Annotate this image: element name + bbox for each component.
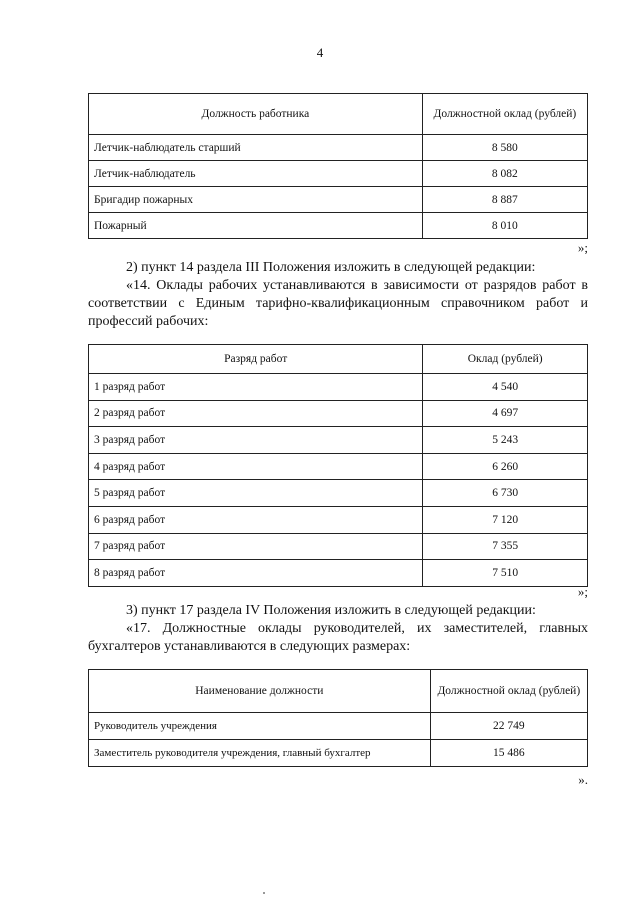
closing-quote-2: »;	[577, 584, 588, 599]
table-cell-salary: 6 730	[423, 480, 588, 507]
table-row	[89, 135, 588, 161]
table-row	[89, 400, 588, 427]
section-3-heading: 3) пункт 17 раздела IV Положения изложить в следующей редакции:	[126, 603, 536, 618]
table-cell-salary: 15 486	[430, 740, 587, 767]
table-row	[89, 453, 588, 480]
table-row	[89, 560, 588, 587]
table-cell-salary: 4 540	[423, 374, 588, 401]
section-2-text: «14. Оклады рабочих устанавливаются в зависимости от разрядов работ в соответствии с Единым тарифно-квалификационным справочником работ и профессий рабочих:	[88, 278, 588, 329]
table-cell-salary: 7 510	[423, 560, 588, 587]
closing-quote-1: »;	[577, 240, 588, 255]
section-2-heading: 2) пункт 14 раздела III Положения изложить в следующей редакции:	[126, 260, 536, 275]
table-header-row	[89, 94, 588, 135]
table-header-row	[89, 345, 588, 374]
scan-dot	[263, 892, 265, 894]
table-cell-grade: 5 разряд работ	[89, 480, 423, 507]
table-cell-salary: 7 355	[423, 533, 588, 560]
table-cell-salary: 7 120	[423, 506, 588, 533]
table-cell-position: Руководитель учреждения	[89, 713, 431, 740]
table-cell-position: Летчик-наблюдатель старший	[89, 135, 423, 161]
table-cell-grade: 2 разряд работ	[89, 400, 423, 427]
table-cell-position: Пожарный	[89, 213, 423, 239]
table-cell-salary: 8 887	[422, 187, 587, 213]
table-cell-position: Заместитель руководителя учреждения, главный бухгалтер	[89, 740, 431, 767]
table-cell-grade: 8 разряд работ	[89, 560, 423, 587]
table-row	[89, 713, 588, 740]
table-cell-salary: 8 580	[422, 135, 587, 161]
table-header-row	[89, 670, 588, 713]
table-row	[89, 740, 588, 767]
table-cell-salary: 6 260	[423, 453, 588, 480]
section-3-text: «17. Должностные оклады руководителей, их заместителей, главных бухгалтеров устанавливаются в следующих размерах:	[88, 621, 588, 654]
table-work-grades	[88, 344, 588, 587]
column-header-salary: Должностной оклад (рублей)	[430, 670, 587, 713]
table-cell-salary: 22 749	[430, 713, 587, 740]
table-cell-grade: 4 разряд работ	[89, 453, 423, 480]
table-cell-salary: 8 082	[422, 161, 587, 187]
table-row	[89, 480, 588, 507]
table-cell-grade: 3 разряд работ	[89, 427, 423, 454]
table-row	[89, 187, 588, 213]
table-managers-salaries	[88, 669, 588, 767]
table-cell-salary: 5 243	[423, 427, 588, 454]
table-row	[89, 427, 588, 454]
table-row	[89, 374, 588, 401]
table-cell-position: Летчик-наблюдатель	[89, 161, 423, 187]
table-cell-grade: 1 разряд работ	[89, 374, 423, 401]
table-cell-position: Бригадир пожарных	[89, 187, 423, 213]
table-positions-salaries	[88, 93, 588, 239]
table-row	[89, 161, 588, 187]
table-row	[89, 506, 588, 533]
table-cell-grade: 6 разряд работ	[89, 506, 423, 533]
table-row	[89, 213, 588, 239]
closing-quote-3: ».	[578, 772, 588, 787]
table-cell-salary: 8 010	[422, 213, 587, 239]
column-header-salary: Оклад (рублей)	[423, 345, 588, 374]
table-row	[89, 533, 588, 560]
table-cell-grade: 7 разряд работ	[89, 533, 423, 560]
column-header-grade: Разряд работ	[89, 345, 423, 374]
column-header-salary: Должностной оклад (рублей)	[422, 94, 587, 135]
column-header-position: Наименование должности	[89, 670, 431, 713]
page-number: 4	[316, 45, 324, 60]
table-cell-salary: 4 697	[423, 400, 588, 427]
column-header-position: Должность работника	[89, 94, 423, 135]
